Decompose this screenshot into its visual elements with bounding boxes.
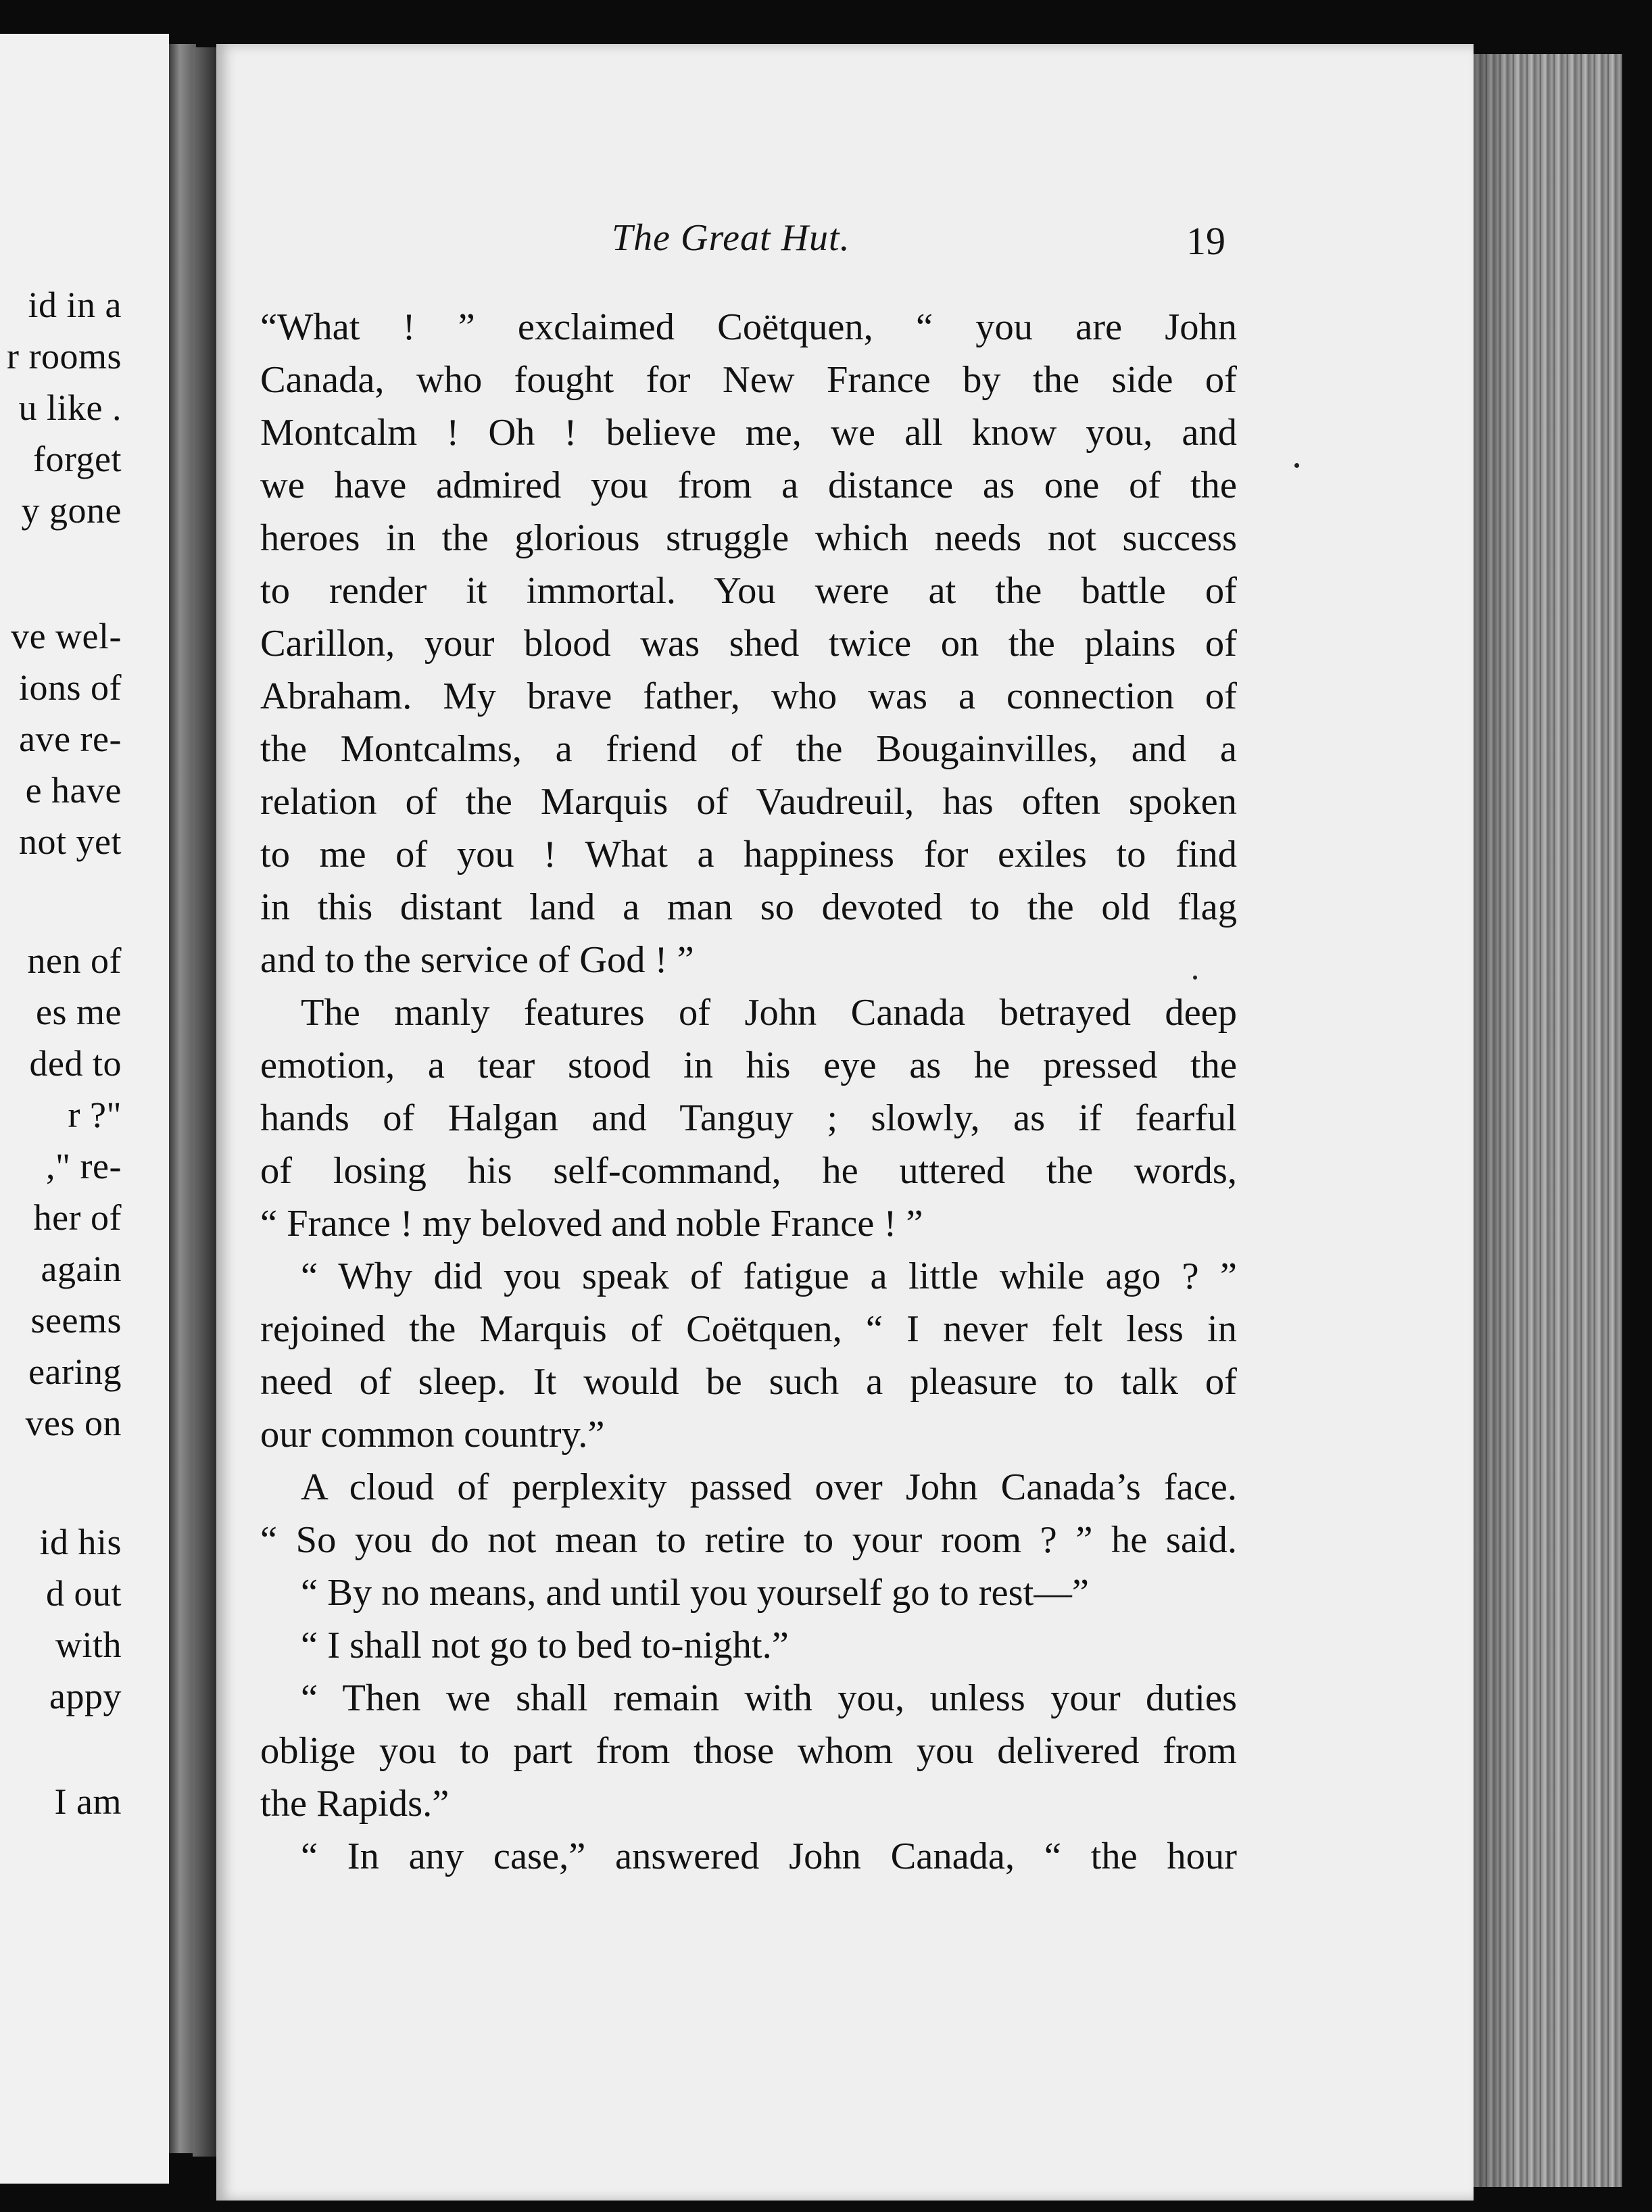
left-page-line: d out xyxy=(45,1573,122,1614)
text-line: to me of you ! What a happiness for exiles to find xyxy=(260,834,1237,875)
left-page-line: nen of xyxy=(27,940,122,981)
text-line: Montcalm ! Oh ! believe me, we all know you, and xyxy=(260,412,1237,454)
text-line: relation of the Marquis of Vaudreuil, has often spoken xyxy=(260,781,1237,823)
page-number: 19 xyxy=(1186,219,1225,263)
left-page-line: earing xyxy=(28,1351,122,1392)
left-page-line: u like . xyxy=(18,387,122,428)
text-line: “ France ! my beloved and noble France ! ” xyxy=(260,1203,923,1245)
text-line: Carillon, your blood was shed twice on the plains of xyxy=(260,623,1237,665)
left-page-line: ves on xyxy=(25,1403,122,1443)
text-line: in this distant land a man so devoted to the old flag xyxy=(260,886,1237,928)
text-line: “What ! ” exclaimed Coëtquen, “ you are John xyxy=(260,306,1237,348)
left-page-line: again xyxy=(41,1249,122,1289)
text-line: our common country.” xyxy=(260,1414,605,1456)
left-page-line: with xyxy=(55,1625,122,1665)
left-page-line: e have xyxy=(25,770,122,811)
left-page-line: ve wel- xyxy=(11,616,122,656)
text-line: heroes in the glorious struggle which needs not success xyxy=(260,517,1237,559)
text-line: “ In any case,” answered John Canada, “ the hour xyxy=(301,1835,1237,1877)
text-line: “ So you do not mean to retire to your room ? ” he said. xyxy=(260,1519,1237,1561)
text-line: rejoined the Marquis of Coëtquen, “ I never felt less in xyxy=(260,1308,1237,1350)
text-line: we have admired you from a distance as one of the xyxy=(260,464,1237,506)
left-page-line: appy xyxy=(49,1676,122,1716)
book-page xyxy=(216,44,1474,2201)
left-page-line: not yet xyxy=(19,821,122,862)
left-page-line: r ?" xyxy=(68,1095,122,1135)
ink-speck xyxy=(1193,976,1197,980)
page-edges-shadow xyxy=(1474,54,1514,2187)
left-page-line: ions of xyxy=(19,667,122,708)
text-line: of losing his self-command, he uttered the words, xyxy=(260,1150,1237,1192)
text-line: the Montcalms, a friend of the Bougainvilles, and a xyxy=(260,728,1237,770)
left-page-line: y gone xyxy=(21,490,122,531)
previous-page-fragment xyxy=(0,34,169,2184)
text-line: need of sleep. It would be such a pleasure to talk of xyxy=(260,1361,1237,1403)
left-page-line: id in a xyxy=(28,285,122,325)
text-line: and to the service of God ! ” xyxy=(260,939,694,981)
text-line: to render it immortal. You were at the battle of xyxy=(260,570,1237,612)
text-line: A cloud of perplexity passed over John Canada’s face. xyxy=(301,1466,1237,1508)
text-line: “ Then we shall remain with you, unless your duties xyxy=(301,1677,1237,1719)
text-line: emotion, a tear stood in his eye as he pressed the xyxy=(260,1044,1237,1086)
left-page-line: id his xyxy=(39,1522,122,1562)
left-page-line: ded to xyxy=(29,1043,122,1084)
text-line: “ By no means, and until you yourself go to rest—” xyxy=(301,1572,1089,1614)
left-page-line: forget xyxy=(33,439,122,479)
left-page-line: es me xyxy=(36,992,122,1032)
text-line: The manly features of John Canada betrayed deep xyxy=(301,992,1237,1034)
text-line: hands of Halgan and Tanguy ; slowly, as if fearful xyxy=(260,1097,1237,1139)
text-line: “ Why did you speak of fatigue a little while ago ? ” xyxy=(301,1255,1237,1297)
gutter-shadow xyxy=(169,44,196,2153)
running-title: The Great Hut. xyxy=(612,217,850,259)
left-page-line: her of xyxy=(33,1197,122,1238)
text-line: Canada, who fought for New France by the side of xyxy=(260,359,1237,401)
text-line: the Rapids.” xyxy=(260,1783,450,1825)
ink-speck xyxy=(1294,463,1299,468)
left-page-line: ," re- xyxy=(46,1146,122,1186)
text-line: Abraham. My brave father, who was a connection of xyxy=(260,675,1237,717)
left-page-line: seems xyxy=(30,1300,122,1341)
left-page-line: I am xyxy=(54,1781,122,1822)
left-page-line: ave re- xyxy=(19,719,122,759)
text-line: oblige you to part from those whom you delivered from xyxy=(260,1730,1237,1772)
text-line: “ I shall not go to bed to-night.” xyxy=(301,1625,789,1666)
left-page-line: r rooms xyxy=(7,336,122,377)
